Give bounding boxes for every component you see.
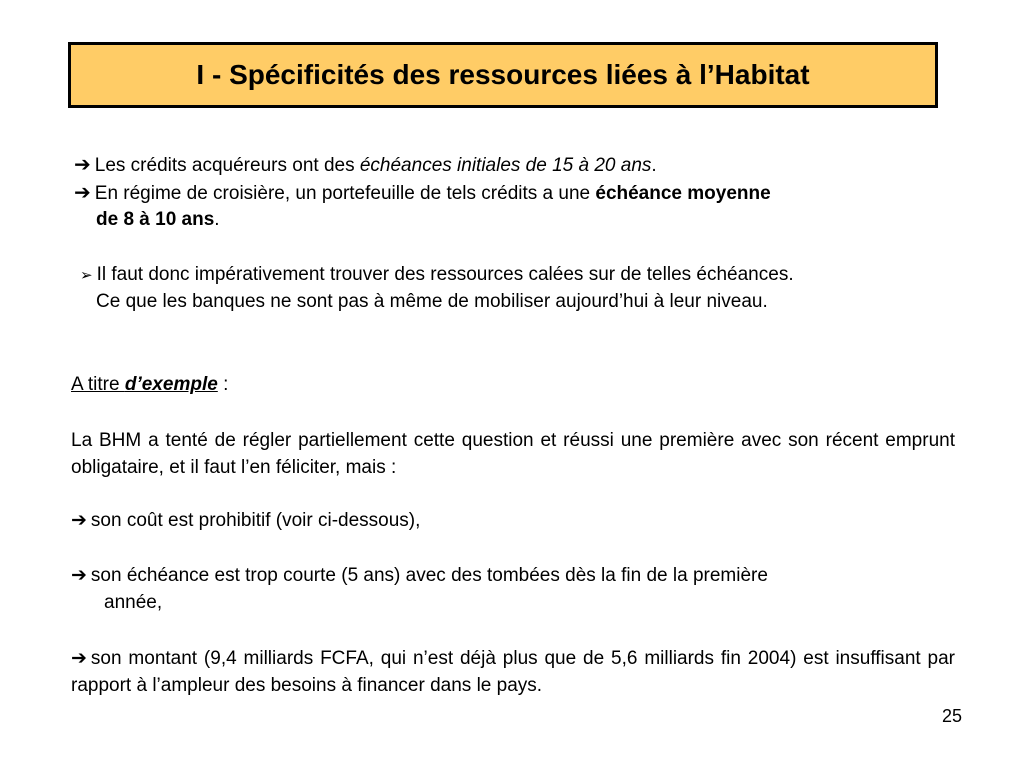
point-maturity-cont — [104, 590, 162, 616]
arrow-right-icon: ➔ — [71, 565, 87, 586]
bullet-credits-initial — [74, 152, 657, 179]
slide-title: I - Spécificités des ressources liées à l’Habitat — [196, 59, 810, 90]
page-number: 25 — [941, 706, 962, 726]
bullet3-line1: Il faut donc impérativement trouver des ressources calées sur de telles échéances. — [96, 264, 794, 285]
bullet-portfolio-cont — [96, 207, 220, 233]
point2-line2: année, — [104, 592, 163, 613]
example-prefix: A titre — [71, 374, 125, 395]
bullet2-bold2: de 8 à 10 ans — [96, 209, 215, 230]
arrow-right-bold-icon: ➔ — [74, 154, 91, 176]
point1-text: son coût est prohibitif (voir ci-dessous), — [90, 510, 421, 531]
bullet2-text: En régime de croisière, un portefeuille de tels crédits a une — [94, 183, 596, 204]
arrow-right-icon: ➔ — [71, 648, 87, 669]
example-heading — [71, 372, 228, 398]
bullet2-end: . — [214, 209, 220, 230]
point3-text: son montant (9,4 milliards FCFA, qui n’est déjà plus que de 5,6 milliards fin 2004) est insuffisant par rapport à l’ampleur des besoins à financer dans le pays. — [71, 648, 955, 696]
arrow-right-bold-icon: ➔ — [74, 182, 91, 204]
bullet2-bold1: échéance moyenne — [595, 183, 771, 204]
point-cost — [71, 508, 420, 534]
example-emph: d’exemple — [124, 374, 218, 395]
point-amount — [71, 645, 955, 699]
arrow-right-icon: ➔ — [71, 510, 87, 531]
example-suffix: : — [217, 374, 229, 395]
bullet3-line2: Ce que les banques ne sont pas à même de mobiliser aujourd’hui à leur niveau. — [96, 291, 768, 312]
triangle-right-icon: ➢ — [80, 267, 93, 284]
point2-line1: son échéance est trop courte (5 ans) avec des tombées dès la fin de la première — [90, 565, 768, 586]
bullet-resources-cont — [96, 289, 768, 315]
bullet1-italic: échéances initiales de 15 à 20 ans — [359, 155, 652, 176]
bullet-portfolio — [74, 180, 771, 207]
point-maturity — [71, 563, 768, 589]
bullet-resources — [80, 262, 794, 289]
bullet1-end: . — [651, 155, 657, 176]
title-box — [68, 42, 938, 108]
bullet1-text: Les crédits acquéreurs ont des — [94, 155, 360, 176]
bhm-paragraph: La BHM a tenté de régler partiellement cette question et réussi une première avec son récent emprunt obligataire, et il faut l’en féliciter, mais : — [71, 430, 955, 478]
